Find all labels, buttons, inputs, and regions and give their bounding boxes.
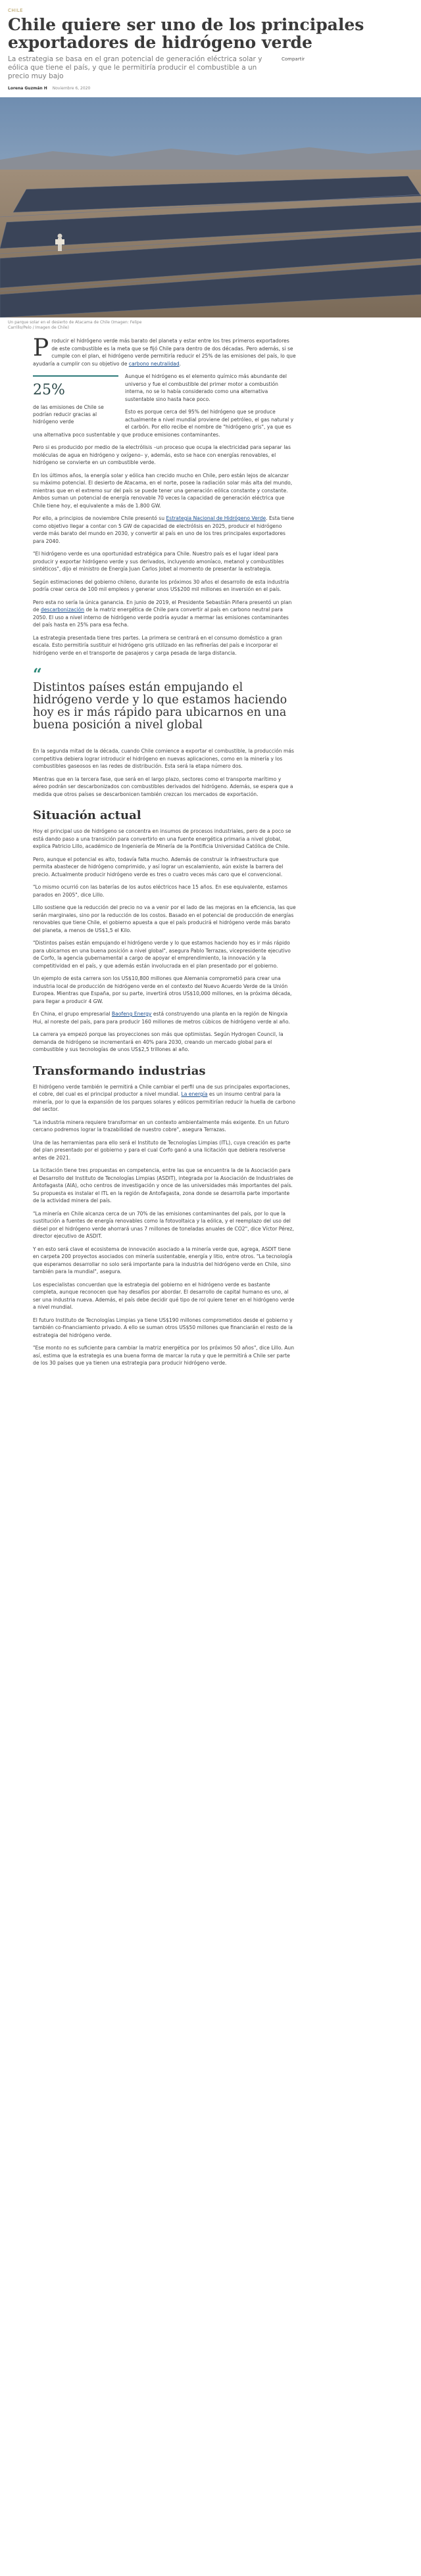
author-name[interactable]: Lorena Guzmán H xyxy=(8,86,47,91)
body-paragraph: "Ese monto no es suficiente para cambiar la matriz energética por los próximos 50 años", dice Lillo. Aun así, estima que la estrategia es una buena forma de marcar la ruta y que le permitirá a Chile ser parte de los 30 países que ya tienen una estrategia para producir hidrógeno verde. xyxy=(33,1345,295,1366)
hero-caption: Un parque solar en el desierto de Atacama de Chile (Imagen: Felipe Carrillo/Pelo / Imagen de Chile) xyxy=(8,320,142,330)
china-paragraph xyxy=(33,1010,296,1025)
page-title: Chile quiere ser uno de los principales exportadores de hidrógeno verde xyxy=(8,15,364,52)
body-paragraph: La licitación tiene tres propuestas en competencia, entre las que se encuentra la de la Asociación para el Desarrollo del Instituto de Tecnologías Limpias (ASDIT), integrada por la Asociación de Industriales de Antofagasta (AIA), ocho centros de investigación y once de las universidades más importantes del país. Su propuesta es instalar el ITL en la región de Antofagasta, zona donde se desarrolla parte importante de la actividad minera del país. xyxy=(33,1167,293,1204)
body-paragraph: Hoy el principal uso de hidrógeno se concentra en insumos de procesos industriales, pero de a poco se está dando paso a una transición para convertirlo en una fuente energética primaria a nivel global, explica Patricio Lillo, académico de Ingeniería de Minería de la Pontificia Universidad Católica de Chile. xyxy=(33,828,291,849)
baofeng-link[interactable]: Baofeng Energy xyxy=(111,1011,152,1017)
body-paragraph: En los últimos años, la energía solar y eólica han crecido mucho en Chile, pero están lejos de alcanzar su máximo potencial. El desierto de Atacama, en el norte, posee la radiación solar más alta del mundo, mientras que en el extremo sur del país se puede tener una generación eólica constante y constante. Ambos suman un potencial de energía renovable 70 veces la capacidad de generación eléctrica que Chile tiene hoy, el equivalente a más de 1.800 GW. xyxy=(33,472,293,509)
body-paragraph: Una de las herramientas para ello será el Instituto de Tecnologías Limpias (ITL), cuya creación es parte del plan presentado por el gobierno y para el cual Corfo ganó a una licitación que debiera resolverse antes de 2021. xyxy=(33,1139,291,1161)
body-paragraph: "La minería en Chile alcanza cerca de un 70% de las emisiones contaminantes del país, por lo que la sustitución a fuentes de energía renovables como la fotovoltaica y la eólica, y el reemplazo del uso del diésel por el hidrógeno verde ahorrará unas 7 millones de toneladas anuales de CO2", dice Víctor Pérez, director ejecutivo de ASDIT. xyxy=(33,1210,294,1239)
strategy-text-end: . Esta tiene como objetivo llegar a contar con 5 GW de capacidad de electrólisis en 2025, producir el hidrógeno verde más barato del mundo en 2030, y convertir al país en uno de los tres principales exportadores para 2040. xyxy=(33,515,295,544)
solar-park-illustration xyxy=(0,97,421,317)
body-paragraph: "La industria minera requiere transformar en un contexto ambientalmente más exigente. En un futuro cercano podremos lograr la trazabilidad de nuestro cobre", asegura Terrazas. xyxy=(33,1119,289,1133)
energia-text-end: es un insumo central para la minería, por lo que la expansión de los parques solares y eólicos permitirían reducir la huella de carbono del sector. xyxy=(33,1091,296,1112)
body-paragraph: Lillo sostiene que la reducción del precio no va a venir por el lado de las mejoras en la eficiencia, las que serán marginales, sino por la reducción de los costos. Basado en el potencial de producción de energías renovables que tiene Chile, el gobierno apuesta a que el país producirá el hidrógeno verde más barato del planeta, a menos de US$1,5 el Kilo. xyxy=(33,904,296,933)
section-heading-situacion: Situación actual xyxy=(33,808,141,822)
quote-icon: “ xyxy=(33,665,42,684)
strategy-paragraph xyxy=(33,515,296,545)
body-paragraph: La carrera ya empezó porque las proyecciones son más que optimistas. Según Hydrogen Council, la demanda de hidrógeno se incrementará en 40% para 2030, creando un mercado global para el combustible y sus tecnologías de unos US$2,5 trillones al año. xyxy=(33,1031,284,1052)
decarb-text: Pero esta no sería la única ganancia. En junio de 2019, el Presidente Sebastián Piñera presentó un plan de xyxy=(33,599,292,613)
decarb-text-end: de la matriz energética de Chile para convertir al país en carbono neutral para 2050. El uso a nivel interno de hidrógeno verde podría ayudar a mermar las emisiones contaminantes del país hasta en 25% para esa fecha. xyxy=(33,607,289,628)
decarb-paragraph xyxy=(33,599,296,629)
energia-text: El hidrógeno verde también le permitirá a Chile cambiar el perfil una de sus principales exportaciones, el cobre, del cual es el principal productor a nivel mundial. xyxy=(33,1083,290,1097)
descarbonizacion-link[interactable]: descarbonización xyxy=(40,607,85,613)
category-kicker[interactable]: CHILE xyxy=(8,8,24,13)
body-paragraph: La estrategia presentada tiene tres partes. La primera se centrará en el consumo doméstico a gran escala. Esto permitiría sustituir el hidrógeno gris utilizado en las refinerías del país e incorporar el hidrógeno verde en el transporte de pasajeros y carga pesada de larga distancia. xyxy=(33,634,282,656)
body-paragraph: Según estimaciones del gobierno chileno, durante los próximos 30 años el desarrollo de esta industria podría crear cerca de 100 mil empleos y generar unos US$200 mil millones en inversión en el país. xyxy=(33,578,289,592)
dropcap-letter: P xyxy=(33,335,49,362)
estrategia-link[interactable]: Estrategia Nacional de Hidrógeno Verde xyxy=(166,515,266,521)
body-paragraph: Pero, aunque el potencial es alto, todavía falta mucho. Además de construir la infraestructura que permita abastecer de hidrógeno comprimido, y así lograr un escalamiento, aún existe la barrera del precio. Actualmente producir hidrógeno verde es tres o cuatro veces más caro que el convencional. xyxy=(33,856,284,878)
article-body xyxy=(33,337,296,1367)
body-paragraph: "Distintos países están empujando el hidrógeno verde y lo que estamos haciendo hoy es ir más rápido para ubicarnos en una buena posición a nivel global", asegura Pablo Terrazas, vicepresidente ejecutivo de Corfo, la agencia gubernamental a cargo de apoyar el emprendimiento, la innovación y la competitividad en el país, y que además están involucrada en el plan presentado por el gobierno. xyxy=(33,940,291,969)
body-paragraph: Los especialistas concuerdan que la estrategia del gobierno en el hidrógeno verde es bastante completa, aunque reconocen que hay desafíos por abordar. El desarrollo de capital humano es uno, al ser una industria nueva. Además, el país debe decidir qué tipo de rol quiere tener en el hidrógeno verde a nivel mundial. xyxy=(33,1281,295,1310)
body-paragraph: Un ejemplo de esta carrera son los US$10,800 millones que Alemania comprometió para crear una industria local de producción de hidrógeno verde en el contexto del Nuevo Acuerdo Verde de la Unión Europea. Mientras que España, por su parte, invertirá otros US$10,000 millones, en la próxima década, para llegar a producir 4 GW. xyxy=(33,975,292,1004)
body-paragraph: "Lo mismo ocurrió con las baterías de los autos eléctricos hace 15 años. En ese equivalente, estamos parados en 2005", dice Lillo. xyxy=(33,884,287,898)
body-paragraph: Esto es porque cerca del 95% del hidrógeno que se produce actualmente a nivel mundial proviene del petróleo, el gas natural y el carbón. Por ello recibe el nombre de "hidrógeno gris", ya que es una alternativa poco sustentable y que produce emisiones contaminantes. xyxy=(33,409,294,438)
subtitle-row xyxy=(8,55,413,81)
byline xyxy=(8,86,413,91)
pull-quote xyxy=(33,665,296,732)
la-energia-link[interactable]: La energía xyxy=(181,1091,208,1097)
intro-text: roducir el hidrógeno verde más barato del planeta y estar entre los tres primeros exportadores de este combustible es la meta que se fijó Chile para dentro de dos décadas. Pero además, si se cumple con el plan, el hidrógeno verde permitiría reducir el 25% de las emisiones del país, lo que ayudaría a cumplir con su objetivo de xyxy=(33,338,296,367)
stat-text: de las emisiones de Chile se podrían reducir gracias al hidrógeno verde xyxy=(33,404,104,425)
body-paragraph: Mientras que en la tercera fase, que será en el largo plazo, sectores como el transporte marítimo y aéreo podrán ser descarbonizados con combustibles derivados del hidrógeno. Además, se espera que a medida que otros países se descarbonicen también crezcan los mercados de exportación. xyxy=(33,776,293,797)
carbono-neutralidad-link[interactable]: carbono neutralidad xyxy=(128,360,180,367)
china-text-end: está construyendo una planta en la región de Ningxia Hui, al noreste del país, para para producir 160 millones de metros cúbicos de hidrógeno verde al año. xyxy=(33,1011,290,1025)
share-button[interactable]: Compartir xyxy=(282,57,305,62)
article-header xyxy=(0,0,421,91)
strategy-text: Por ello, a principios de noviembre Chile presentó su xyxy=(33,515,166,521)
stat-number: 25% xyxy=(33,382,65,398)
article-subtitle: La estrategia se basa en el gran potencial de generación eléctrica solar y eólica que tiene el país, y que le permitiría producir el combustible a un precio muy bajo xyxy=(8,55,262,80)
stat-callout xyxy=(33,375,118,425)
body-paragraph: El futuro Instituto de Tecnologías Limpias ya tiene US$190 millones comprometidos desde el gobierno y también co-financiamiento privado. A ello se suman otros US$50 millones que financiarán el resto de la estrategia del hidrógeno verde. xyxy=(33,1317,293,1338)
section-heading-transformando: Transformando industrias xyxy=(33,1064,206,1078)
hero-image xyxy=(0,97,421,317)
body-paragraph: En la segunda mitad de la década, cuando Chile comience a exportar el combustible, la producción más competitiva debiera lograr introducir el hidrógeno en nuevas aplicaciones, como en la minería y los combustibles gaseosos en las redes de distribución. Esta será la etapa número dos. xyxy=(33,748,295,769)
intro-paragraph xyxy=(33,337,296,367)
china-text: En China, el grupo empresarial xyxy=(33,1011,112,1017)
intro-text-end: . xyxy=(179,360,182,367)
body-paragraph: Pero si es producido por medio de la electrólisis –un proceso que ocupa la electricidad para separar las moléculas de agua en hidrógeno y oxígeno– y, además, esto se hace con energías renovables, el hidrógeno se convierte en un combustible verde. xyxy=(33,444,291,465)
body-paragraph: "El hidrógeno verde es una oportunidad estratégica para Chile. Nuestro país es el lugar ideal para producir y exportar hidrógeno verde y sus derivados, incluyendo amoníaco, metanol y combustibles sintéticos", dijo el ministro de Energía Juan Carlos Jobet al momento de presentar la estrategia. xyxy=(33,551,284,572)
body-paragraph: Aunque el hidrógeno es el elemento químico más abundante del universo y fue el combustible del primer motor a combustión interna, no se lo había considerado como una alternativa sustentable sino hasta hace poco. xyxy=(125,373,287,402)
energia-paragraph xyxy=(33,1083,296,1113)
body-paragraph: Y en esto será clave el ecosistema de innovación asociado a la minería verde que, agrega, ASDIT tiene en carpeta 200 proyectos asociados con minería sustentable, energía y litio, entre otros. "La tecnología que esperamos desarrollar no solo será importante para la industria del hidrógeno verde en Chile, sino también para la mundial", asegura. xyxy=(33,1246,293,1275)
quote-text: Distintos países están empujando el hidrógeno verde y lo que estamos haciendo hoy es ir más rápido para ubicarnos en una buena posición a nivel global xyxy=(33,681,287,732)
publish-date: Noviembre 6, 2020 xyxy=(52,86,91,91)
